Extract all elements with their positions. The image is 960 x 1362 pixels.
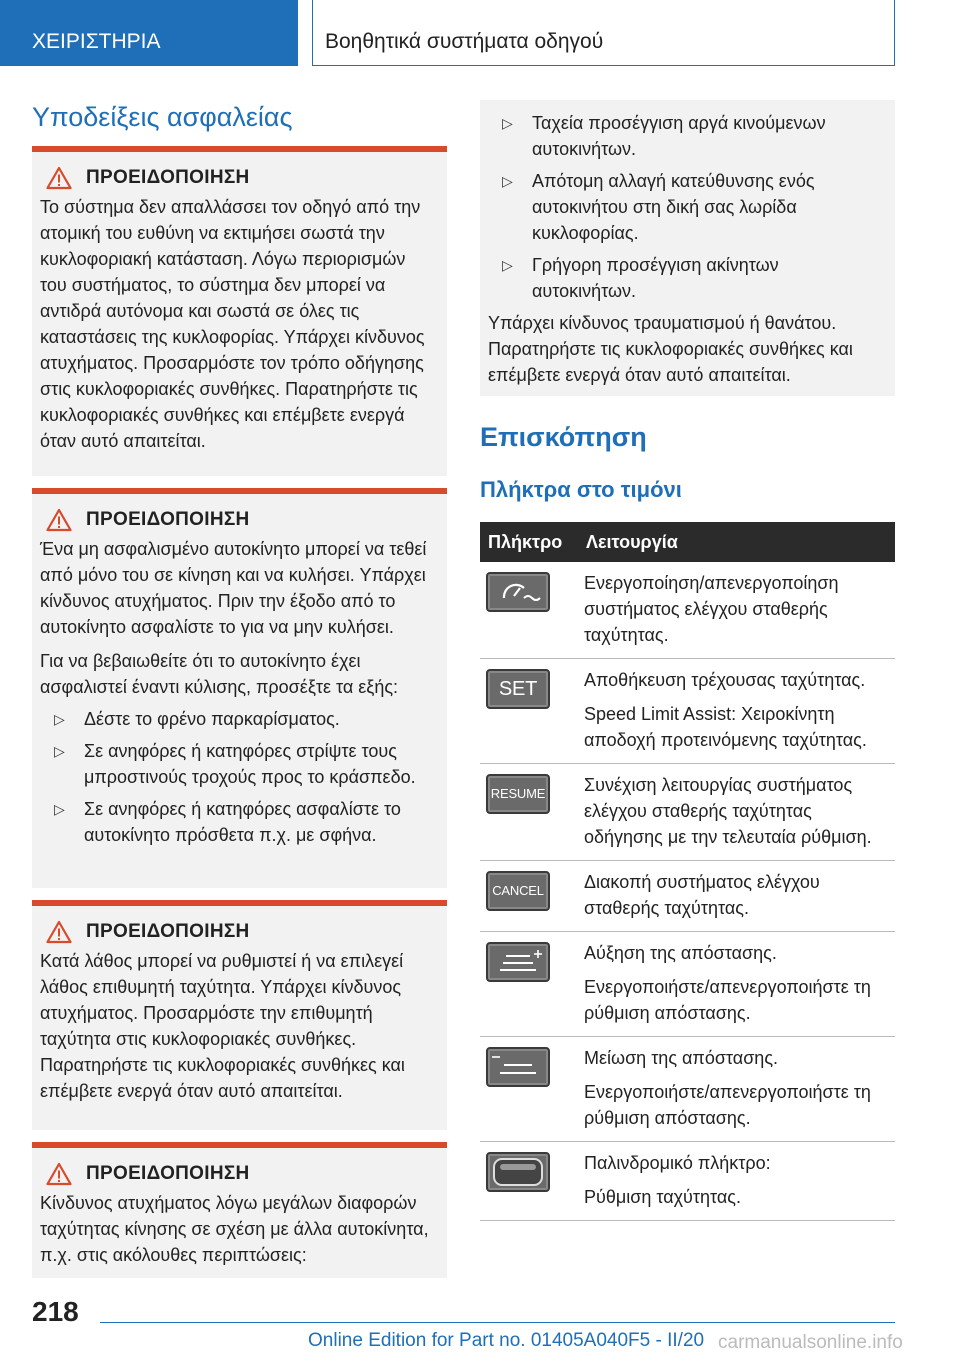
distance-increase-icon: [486, 942, 550, 982]
bullet-list: [40, 706, 437, 848]
distance-decrease-icon: [486, 1047, 550, 1087]
page-number: 218: [32, 1296, 79, 1327]
warning-box: [32, 1142, 447, 1278]
warning-label: ΠΡΟΕΙΔΟΠΟΙΗΣΗ: [86, 1163, 250, 1184]
function-text: Αποθήκευση τρέχουσας ταχύτητας.: [584, 670, 866, 690]
function-text: Ενεργοποιήστε/απενεργοποιήστε τη ρύθμιση απόστασης.: [584, 1082, 871, 1128]
function-text: Ενεργοποιήστε/απενεργοποιήστε τη ρύθμιση απόστασης.: [584, 977, 871, 1023]
table-header-row: [480, 522, 895, 562]
triangle-bullet-icon: ▷: [502, 115, 513, 131]
triangle-bullet-icon: ▷: [502, 173, 513, 189]
edition-text: Online Edition for Part no. 01405A040F5 - II/20: [308, 1330, 705, 1351]
triangle-bullet-icon: ▷: [54, 743, 65, 759]
list-item: ▷ Σε ανηφόρες ή κατηφόρες ασφαλίστε το αυτοκίνητο πρόσθετα π.χ. με σφήνα.: [40, 796, 437, 848]
list-item: ▷ Απότομη αλλαγή κατεύθυνσης ενός αυτοκινήτου στη δική σας λωρίδα κυκλοφορίας.: [488, 168, 885, 246]
warning-label: ΠΡΟΕΙΔΟΠΟΙΗΣΗ: [86, 921, 250, 942]
list-item: ▷ Σε ανηφόρες ή κατηφόρες στρίψτε τους μπροστινούς τροχούς προς το κράσπεδο.: [40, 738, 437, 790]
table-row: [480, 1037, 895, 1142]
left-column: [32, 100, 447, 134]
warning-continuation-box: [480, 100, 895, 396]
triangle-bullet-icon: ▷: [54, 711, 65, 727]
table-row: [480, 861, 895, 932]
warning-text: Κίνδυνος ατυχήματος λόγω μεγάλων διαφορών ταχύτητας κίνησης σε σχέση με άλλα αυτοκίνητα, π.χ. στις ακόλουθες περιπτώσεις:: [40, 1193, 429, 1265]
rocker-switch-icon: [486, 1152, 550, 1192]
triangle-bullet-icon: ▷: [502, 257, 513, 273]
function-text: Συνέχιση λειτουργίας συστήματος ελέγχου σταθερής ταχύτητας οδήγησης με την τελευταία ρύθμιση.: [584, 775, 872, 847]
table-row: [480, 1142, 895, 1221]
table-row: [480, 932, 895, 1037]
set-key-icon: SET: [486, 669, 550, 709]
function-text: Παλινδρομικό πλήκτρο:: [584, 1153, 771, 1173]
warning-label: ΠΡΟΕΙΔΟΠΟΙΗΣΗ: [86, 509, 250, 530]
table-row: [480, 764, 895, 861]
warning-text: Για να βεβαιωθείτε ότι το αυτοκίνητο έχει ασφαλιστεί έναντι κύλισης, προσέξτε τα εξής:: [40, 651, 399, 697]
footer-divider: [100, 1322, 895, 1323]
list-item: ▷ Ταχεία προσέγγιση αργά κινούμενων αυτοκινήτων.: [488, 110, 885, 162]
triangle-bullet-icon: ▷: [54, 801, 65, 817]
warning-text: Ένα μη ασφαλισμένο αυτοκίνητο μπορεί να τεθεί από μόνο του σε κίνηση και να κυλήσει. Υπάρχει κίνδυνος ατυχήματος. Πριν την έξοδο από το αυτοκίνητο ασφαλίστε το για να μην κυλήσει.: [40, 539, 427, 637]
function-text: Speed Limit Assist: Χειροκίνητη αποδοχή προτεινόμενης ταχύτητας.: [584, 704, 867, 750]
warning-box: [32, 900, 447, 1130]
resume-key-icon: RESUME: [486, 774, 550, 814]
overview-title: Επισκόπηση: [480, 422, 647, 452]
function-text: Διακοπή συστήματος ελέγχου σταθερής ταχύτητας.: [584, 872, 820, 918]
safety-notes-title: Υποδείξεις ασφαλείας: [32, 102, 293, 132]
table-row: [480, 562, 895, 659]
function-text: Ενεργοποίηση/απενεργοποίηση συστήματος ελέγχου σταθερής ταχύτητας.: [584, 573, 839, 645]
function-text: Ρύθμιση ταχύτητας.: [584, 1187, 741, 1207]
warning-label: ΠΡΟΕΙΔΟΠΟΙΗΣΗ: [86, 167, 250, 188]
warning-box: [32, 146, 447, 476]
warning-text: Το σύστημα δεν απαλλάσσει τον οδηγό από την ατομική του ευθύνη να εκτιμήσει σωστά την κυκλοφοριακή κατάσταση. Λόγω περιορισμών του συστήματος, το σύστημα δεν μπορεί να αντιδρά αυτόνομα και σωστά σε όλες τις καταστάσεις της κυκλοφορίας. Υπάρχει κίνδυνος ατυχήματος. Προσαρμόστε τον τρόπο οδήγησης στις κυκλοφοριακές συνθήκες. Παρατηρήστε τις κυκλοφοριακές συνθήκες και επέμβετε ενεργά όταν αυτό απαιτείται.: [40, 197, 425, 451]
cancel-key-icon: CANCEL: [486, 871, 550, 911]
chapter-title: Βοηθητικά συστήματα οδηγού: [312, 0, 895, 66]
watermark: carmanualsonline.info: [712, 1332, 903, 1354]
cruise-control-icon: [486, 572, 550, 612]
warning-triangle-icon: [46, 166, 72, 190]
column-header-key: Πλήκτρο: [480, 522, 578, 562]
warning-triangle-icon: [46, 920, 72, 944]
function-text: Αύξηση της απόστασης.: [584, 943, 777, 963]
list-item: ▷ Γρήγορη προσέγγιση ακίνητων αυτοκινήτων.: [488, 252, 885, 304]
list-item: ▷ Δέστε το φρένο παρκαρίσματος.: [40, 706, 437, 732]
steering-keys-table: [480, 522, 895, 1221]
warning-text: Υπάρχει κίνδυνος τραυματισμού ή θανάτου. Παρατηρήστε τις κυκλοφοριακές συνθήκες και επέμβετε ενεργά όταν αυτό απαιτείται.: [488, 313, 853, 385]
warning-triangle-icon: [46, 508, 72, 532]
section-tab: ΧΕΙΡΙΣΤΗΡΙΑ: [0, 0, 298, 66]
bullet-list: [488, 110, 885, 304]
function-text: Μείωση της απόστασης.: [584, 1048, 778, 1068]
warning-box: [32, 488, 447, 888]
warning-triangle-icon: [46, 1162, 72, 1186]
table-row: [480, 659, 895, 764]
steering-buttons-title: Πλήκτρα στο τιμόνι: [480, 477, 682, 502]
column-header-function: Λειτουργία: [578, 522, 895, 562]
warning-text: Κατά λάθος μπορεί να ρυθμιστεί ή να επιλεγεί λάθος επιθυμητή ταχύτητα. Υπάρχει κίνδυνος ατυχήματος. Προσαρμόστε την επιθυμητή ταχύτητα στις κυκλοφοριακές συνθήκες. Παρατηρήστε τις κυκλοφοριακές συνθήκες και επέμβετε ενεργά όταν αυτό απαιτείται.: [40, 951, 405, 1101]
